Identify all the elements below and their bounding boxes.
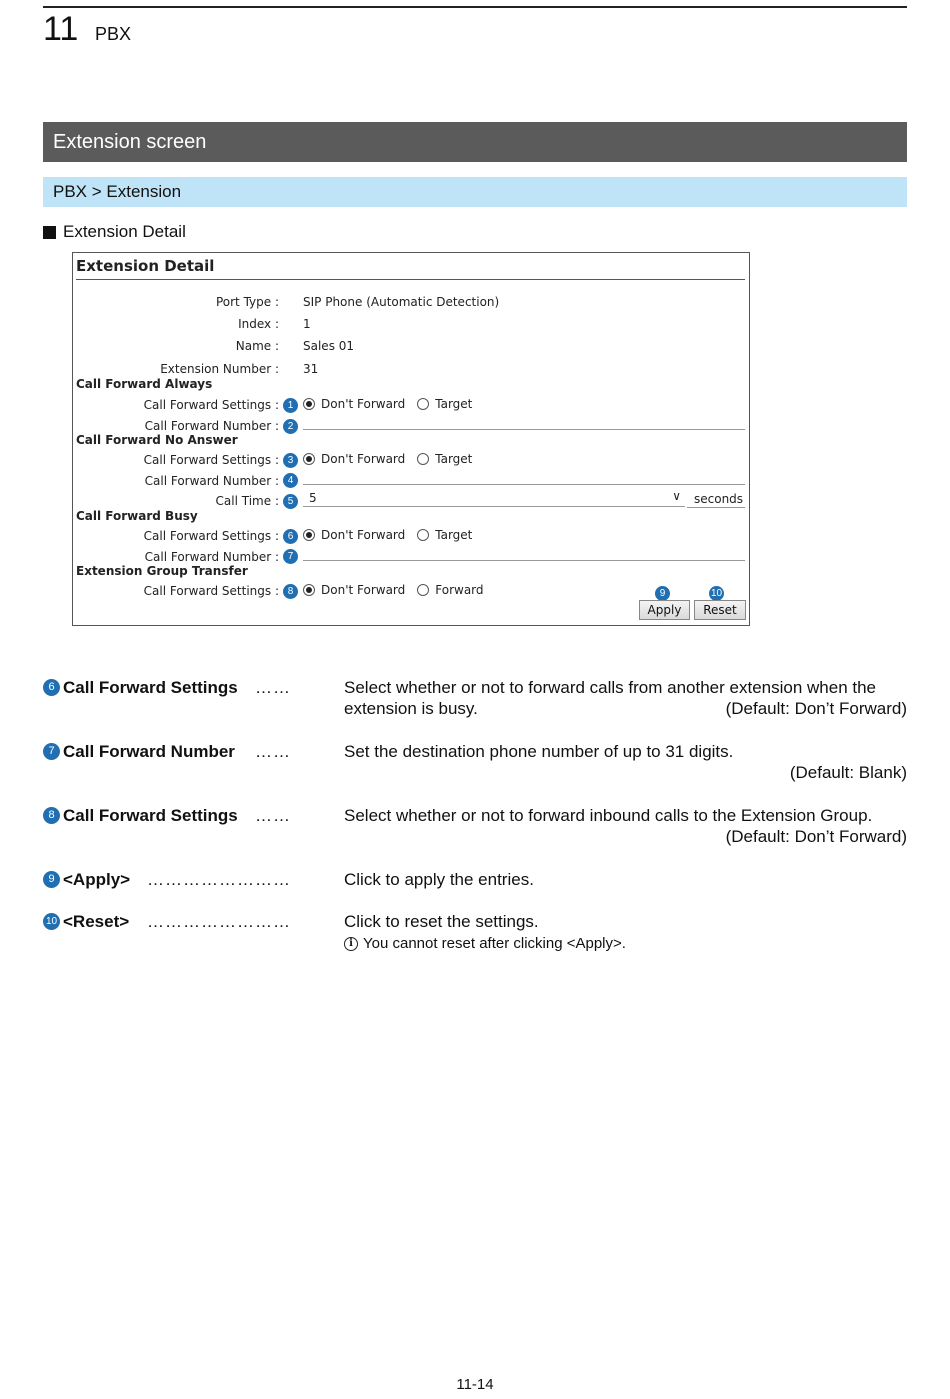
- name-label: Name :: [235, 339, 279, 353]
- callout-badge-4: 4: [283, 473, 298, 488]
- term-label: Call Forward Settings: [63, 678, 238, 697]
- description-text: [344, 911, 907, 954]
- leader-dots: ……………………: [147, 870, 291, 889]
- term-label: Call Forward Number: [63, 742, 235, 761]
- leader-dots: ……: [255, 806, 291, 825]
- description-body: Set the destination phone number of up to 31 digits.: [344, 742, 734, 761]
- top-rule: [43, 6, 907, 8]
- group-transfer-settings-label: Call Forward Settings :: [143, 584, 279, 598]
- cf-always-settings-label: Call Forward Settings :: [143, 398, 279, 412]
- description-item: [43, 741, 907, 785]
- description-item: [43, 677, 907, 721]
- term-label: <Reset>: [63, 912, 130, 931]
- term-label: <Apply>: [63, 870, 131, 889]
- callout-badge: 9: [43, 871, 60, 888]
- cf-no-answer-number-label: Call Forward Number :: [144, 474, 279, 488]
- note: [344, 934, 907, 954]
- callout-badge-10: 10: [710, 588, 723, 599]
- group-transfer-settings-radios: [303, 583, 496, 597]
- chapter-number: 11: [43, 10, 79, 48]
- option-label: Don't Forward: [321, 528, 406, 542]
- port-type-value: SIP Phone (Automatic Detection): [303, 295, 500, 309]
- index-value: 1: [303, 317, 311, 331]
- description-text: [344, 805, 907, 847]
- breadcrumb: PBX > Extension: [43, 177, 907, 207]
- option-label: Target: [435, 397, 473, 411]
- cf-always-number-input[interactable]: [303, 429, 745, 430]
- description-body: Click to reset the settings.: [344, 912, 539, 931]
- callout-badge-7: 7: [283, 549, 298, 564]
- radio-forward[interactable]: [417, 584, 429, 596]
- name-value: Sales 01: [303, 339, 355, 353]
- radio-dont-forward-selected[interactable]: [303, 529, 315, 541]
- cf-always-settings-radios: [303, 397, 484, 411]
- section-title: Extension screen: [43, 122, 907, 162]
- call-time-label: Call Time :: [215, 494, 279, 508]
- group-extension-group-transfer: Extension Group Transfer: [76, 564, 248, 578]
- index-label: Index :: [238, 317, 279, 331]
- description-text: [344, 869, 907, 890]
- term-label: Call Forward Settings: [63, 806, 238, 825]
- callout-badge-2: 2: [283, 419, 298, 434]
- group-call-forward-always: Call Forward Always: [76, 377, 213, 391]
- callout-badge-5: 5: [283, 494, 298, 509]
- leader-dots: ……: [255, 678, 291, 697]
- default-value: (Default: Don’t Forward): [725, 827, 907, 846]
- callout-badge-8: 8: [283, 584, 298, 599]
- subheading-text: Extension Detail: [63, 222, 186, 241]
- option-label: Target: [435, 452, 473, 466]
- panel-title: Extension Detail: [76, 257, 215, 275]
- panel-divider: [76, 279, 745, 280]
- extension-number-label: Extension Number :: [160, 362, 279, 376]
- page-number: 11-14: [456, 1376, 494, 1393]
- cf-always-number-label: Call Forward Number :: [144, 419, 279, 433]
- call-time-value: 5: [309, 491, 317, 505]
- note-text: You cannot reset after clicking <Apply>.: [363, 935, 626, 952]
- leader-dots: ……………………: [147, 912, 291, 931]
- description-item: [43, 911, 907, 955]
- extension-detail-panel: [72, 252, 750, 626]
- port-type-label: Port Type :: [215, 295, 279, 309]
- callout-badge-1: 1: [283, 398, 298, 413]
- call-time-select[interactable]: [303, 491, 685, 507]
- description-text: [344, 677, 907, 719]
- description-text: [344, 741, 907, 783]
- call-time-unit: seconds: [694, 492, 744, 506]
- option-label: Don't Forward: [321, 583, 406, 597]
- radio-dont-forward-selected[interactable]: [303, 584, 315, 596]
- radio-target[interactable]: [417, 529, 429, 541]
- description-item: [43, 869, 907, 891]
- leader-dots: ……: [255, 742, 291, 761]
- cf-busy-number-label: Call Forward Number :: [144, 550, 279, 564]
- radio-dont-forward-selected[interactable]: [303, 398, 315, 410]
- square-bullet-icon: [43, 226, 56, 239]
- cf-busy-settings-label: Call Forward Settings :: [143, 529, 279, 543]
- group-call-forward-busy: Call Forward Busy: [76, 509, 198, 523]
- callout-badge: 10: [43, 913, 60, 930]
- subheading: [43, 222, 186, 242]
- description-item: [43, 805, 907, 849]
- option-label: Don't Forward: [321, 452, 406, 466]
- cf-no-answer-settings-label: Call Forward Settings :: [143, 453, 279, 467]
- default-value: (Default: Blank): [789, 763, 907, 782]
- default-value: (Default: Don’t Forward): [725, 699, 907, 718]
- option-label: Forward: [435, 583, 484, 597]
- callout-badge-3: 3: [283, 453, 298, 468]
- extension-number-value: 31: [303, 362, 319, 376]
- apply-button[interactable]: Apply: [639, 600, 690, 620]
- cf-no-answer-number-input[interactable]: [303, 484, 745, 485]
- radio-target[interactable]: [417, 398, 429, 410]
- group-call-forward-no-answer: Call Forward No Answer: [76, 433, 238, 447]
- callout-badge-6: 6: [283, 529, 298, 544]
- info-icon: i: [344, 937, 358, 951]
- chapter-title: PBX: [95, 24, 132, 44]
- callout-badge: 6: [43, 679, 60, 696]
- cf-busy-number-input[interactable]: [303, 560, 745, 561]
- callout-badge-9: 9: [655, 586, 670, 601]
- chevron-down-icon: ∨: [672, 489, 681, 503]
- description-body: Click to apply the entries.: [344, 870, 534, 889]
- description-body: Select whether or not to forward inbound calls to the Extension Group.: [344, 806, 873, 825]
- option-label: Target: [435, 528, 473, 542]
- callout-badge: 8: [43, 807, 60, 824]
- cf-busy-settings-radios: [303, 528, 484, 542]
- option-label: Don't Forward: [321, 397, 406, 411]
- radio-dont-forward-selected[interactable]: [303, 453, 315, 465]
- reset-button[interactable]: Reset: [694, 600, 746, 620]
- cf-no-answer-settings-radios: [303, 452, 484, 466]
- radio-target[interactable]: [417, 453, 429, 465]
- callout-badge: 7: [43, 743, 60, 760]
- unit-underline: [687, 507, 745, 508]
- description-body: Select whether or not to forward calls from another extension when the extension is busy.: [344, 678, 877, 718]
